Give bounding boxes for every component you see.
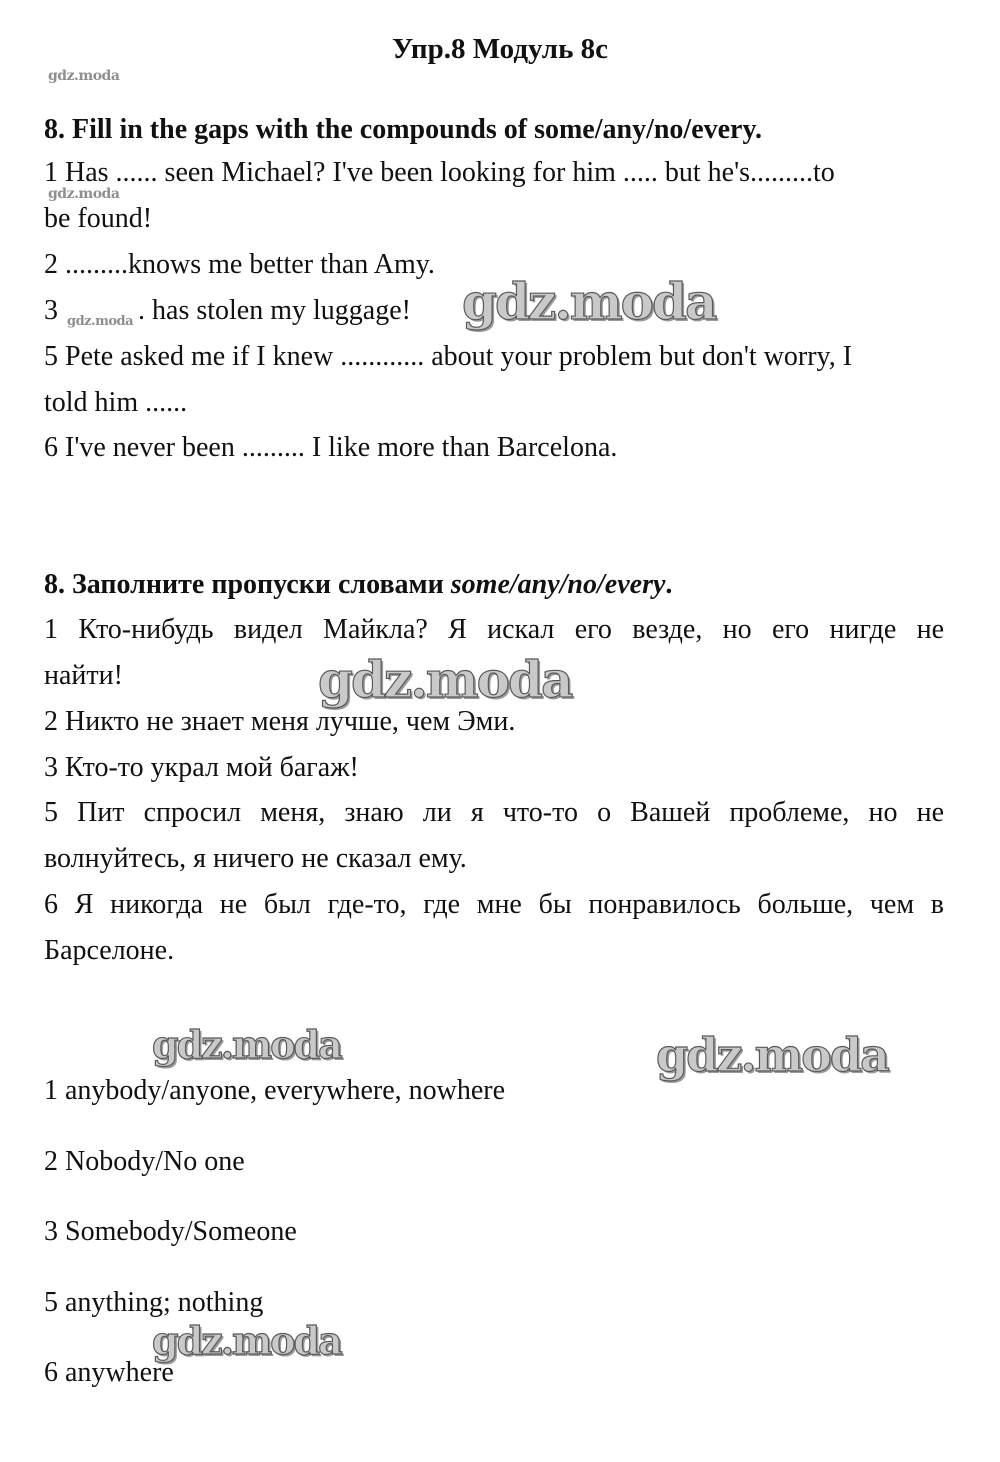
- answer-3: 3 Somebody/Someone: [44, 1216, 297, 1247]
- english-line-3-number: 3: [44, 295, 58, 326]
- english-line-1: 1 Has ...... seen Michael? I've been looking for him ..... but he's.........to: [44, 157, 835, 188]
- english-line-2: 2 .........knows me better than Amy.: [44, 249, 435, 280]
- english-line-3: [44, 294, 411, 333]
- answer-5: 5 anything; nothing: [44, 1287, 264, 1318]
- english-line-6: 6 I've never been ......... I like more than Barcelona.: [44, 432, 618, 463]
- russian-line-5: 5 Пит спросил меня, знаю ли я что-то о Вашей проблеме, но не: [44, 797, 944, 828]
- watermark-small-3: gdz.moda: [67, 314, 134, 329]
- watermark-large-5: gdz.moda: [152, 1318, 341, 1363]
- russian-heading-prefix: 8. Заполните пропуски словами: [44, 569, 451, 600]
- russian-line-5-cont: волнуйтесь, я ничего не сказал ему.: [44, 843, 467, 874]
- watermark-small-1: gdz.moda: [48, 68, 120, 84]
- watermark-large-1: gdz.moda: [462, 272, 716, 331]
- watermark-large-2: gdz.moda: [318, 650, 572, 709]
- watermark-large-4: gdz.moda: [656, 1028, 888, 1082]
- english-line-5-cont: told him ......: [44, 387, 188, 418]
- answer-6: 6 anywhere: [44, 1357, 174, 1388]
- russian-heading: [44, 568, 672, 602]
- answer-1: 1 anybody/anyone, everywhere, nowhere: [44, 1075, 506, 1106]
- watermark-small-2: gdz.moda: [48, 186, 120, 202]
- answer-2: 2 Nobody/No one: [44, 1146, 245, 1177]
- russian-line-6-cont: Барселоне.: [44, 935, 175, 966]
- russian-heading-suffix: .: [665, 569, 673, 600]
- russian-line-3: 3 Кто-то украл мой багаж!: [44, 752, 359, 783]
- russian-heading-italic: some/any/no/every: [450, 569, 666, 600]
- russian-line-1: 1 Кто-нибудь видел Майкла? Я искал его везде, но его нигде не: [44, 614, 944, 645]
- english-line-5: 5 Pete asked me if I knew ............ about your problem but don't worry, I: [44, 341, 853, 372]
- english-line-3-text: . has stolen my luggage!: [138, 295, 411, 326]
- watermark-large-3: gdz.moda: [152, 1022, 341, 1067]
- russian-line-1-cont: найти!: [44, 660, 123, 691]
- english-line-1-cont: be found!: [44, 203, 153, 234]
- russian-line-6: 6 Я никогда не был где-то, где мне бы понравилось больше, чем в: [44, 889, 944, 920]
- russian-line-2: 2 Никто не знает меня лучше, чем Эми.: [44, 706, 516, 737]
- english-heading: 8. Fill in the gaps with the compounds of some/any/no/every.: [44, 114, 762, 145]
- page-title: Упр.8 Модуль 8с: [391, 33, 609, 65]
